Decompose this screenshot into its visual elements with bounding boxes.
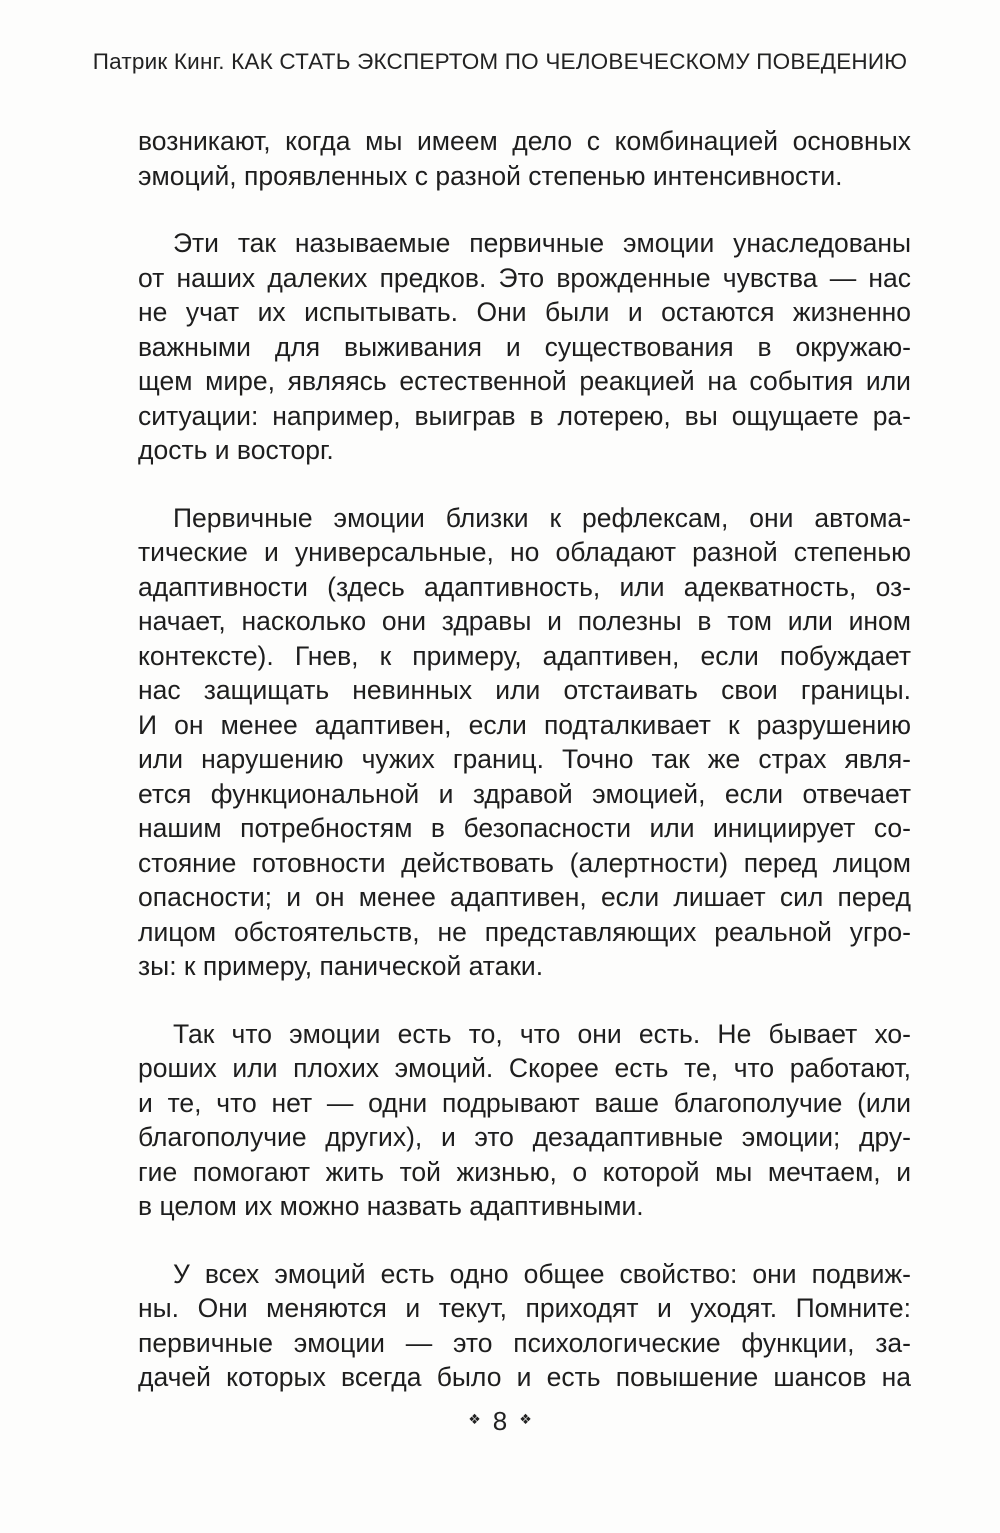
paragraph <box>138 501 911 984</box>
text-line: опасности; и он менее адаптивен, если лишает сил перед <box>138 882 911 912</box>
text-line: эмоций, проявленных с разной степенью интенсивности. <box>138 160 843 191</box>
paragraph <box>138 1257 911 1395</box>
text-line: стояние готовности действовать (алертности) перед лицом <box>138 847 911 878</box>
text-line: возникают, когда мы имеем дело с комбинацией основных <box>138 126 911 156</box>
text-line: первичные эмоции — это психологические функции, за- <box>138 1327 911 1358</box>
ornament-left-icon: ❖ <box>468 1410 481 1427</box>
text-line: адаптивности (здесь адаптивность, или адекватность, оз- <box>138 571 911 602</box>
text-line: ситуации: например, выиграв в лотерею, вы ощущаете ра- <box>138 400 911 431</box>
text-line: благополучие других), и это дезадаптивные эмоции; дру- <box>138 1122 911 1152</box>
text-line: тические и универсальные, но обладают разной степенью <box>138 537 911 567</box>
text-line: нас защищать невинных или отстаивать свои границы. <box>138 675 911 705</box>
text-line: Первичные эмоции близки к рефлексам, они автома- <box>173 502 911 533</box>
text-line: щем мире, являясь естественной реакцией на события или <box>138 366 911 396</box>
body-text <box>138 124 911 1395</box>
text-line: зы: к примеру, панической атаки. <box>138 951 544 981</box>
text-line: важными для выживания и существования в окружаю- <box>138 331 911 362</box>
text-line: роших или плохих эмоций. Скорее есть те, что работают, <box>138 1053 911 1083</box>
paragraph <box>138 1017 911 1224</box>
text-line: контексте). Гнев, к примеру, адаптивен, если побуждает <box>138 640 911 671</box>
text-line: и те, что нет — одни подрывают ваше благополучие (или <box>138 1087 911 1118</box>
text-line: Так что эмоции есть то, что они есть. Не бывает хо- <box>173 1018 911 1049</box>
text-line: ны. Они меняются и текут, приходят и уходят. Помните: <box>138 1293 911 1323</box>
paragraph <box>138 124 911 193</box>
text-line: И он менее адаптивен, если подталкивает к разрушению <box>138 709 911 740</box>
text-line: ется функциональной и здравой эмоцией, если отвечает <box>138 778 911 809</box>
running-head: Патрик Кинг. КАК СТАТЬ ЭКСПЕРТОМ ПО ЧЕЛОВЕЧЕСКОМУ ПОВЕДЕНИЮ <box>92 49 908 74</box>
text-line: дачей которых всегда было и есть повышение шансов на <box>138 1362 911 1392</box>
text-line: У всех эмоций есть одно общее свойство: они подвиж- <box>173 1258 911 1289</box>
page-number: 8 <box>492 1405 508 1436</box>
text-line: от наших далеких предков. Это врожденные чувства — нас <box>138 262 911 293</box>
paragraph <box>138 226 911 468</box>
text-line: или нарушению чужих границ. Точно так же страх явля- <box>138 744 911 774</box>
text-line: лицом обстоятельств, не представляющих реальной угро- <box>138 916 911 947</box>
text-line: в целом их можно назвать адаптивными. <box>138 1191 644 1221</box>
text-line: нашим потребностям в безопасности или инициирует со- <box>138 813 911 843</box>
text-line: начает, насколько они здравы и полезны в том или ином <box>138 606 911 636</box>
text-line: Эти так называемые первичные эмоции унаследованы <box>173 228 911 258</box>
text-line: дость и восторг. <box>138 435 334 465</box>
ornament-right-icon: ❖ <box>519 1410 532 1427</box>
page-footer <box>0 1404 1000 1437</box>
text-line: гие помогают жить той жизнью, о которой мы мечтаем, и <box>138 1156 911 1187</box>
text-line: не учат их испытывать. Они были и остаются жизненно <box>138 297 911 327</box>
